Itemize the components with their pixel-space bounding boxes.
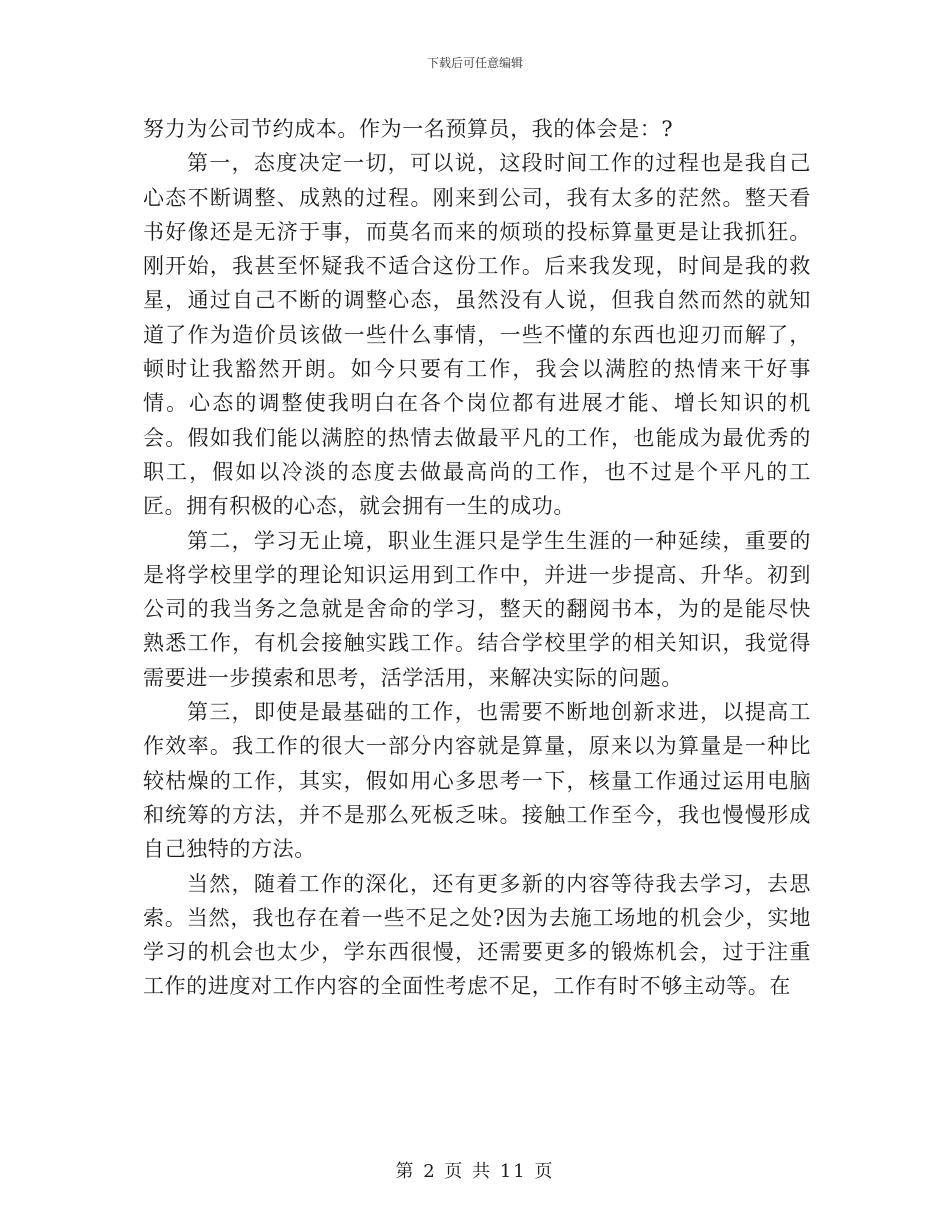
paragraph-learning: 第二，学习无止境，职业生涯只是学生生涯的一种延续，重要的是将学校里学的理论知识运用到工作中，并进一步提高、升华。初到公司的我当务之急就是舍命的学习，整天的翻阅书本，为的是能尽快熟悉工作，有机会接触实践工作。结合学校里学的相关知识，我觉得需要进一步摸索和思考，活学活用，来解决实际的问题。 bbox=[143, 528, 811, 690]
paragraph-continuation: 努力为公司节约成本。作为一名预算员，我的体会是：? bbox=[143, 117, 674, 141]
paragraph-innovation: 第三，即使是最基础的工作，也需要不断地创新求进，以提高工作效率。我工作的很大一部分内容就是算量，原来以为算量是一种比较枯燥的工作，其实，假如用心多思考一下，核量工作通过运用电脑和统筹的方法，并不是那么死板乏味。接触工作至今，我也慢慢形成自己独特的方法。 bbox=[143, 700, 811, 862]
paragraph-attitude: 第一，态度决定一切，可以说，这段时间工作的过程也是我自己心态不断调整、成熟的过程。刚来到公司，我有太多的茫然。整天看书好像还是无济于事，而莫名而来的烦琐的投标算量更是让我抓狂。刚开始，我甚至怀疑我不适合这份工作。后来我发现，时间是我的救星，通过自己不断的调整心态，虽然没有人说，但我自然而然的就知道了作为造价员该做一些什么事情，一些不懂的东西也迎刃而解了，顿时让我豁然开朗。如今只要有工作，我会以满腔的热情来干好事情。心态的调整使我明白在各个岗位都有进展才能、增长知识的机会。假如我们能以满腔的热情去做最平凡的工作，也能成为最优秀的职工，假如以冷淡的态度去做最高尚的工作，也不过是个平凡的工匠。拥有积极的心态，就会拥有一生的成功。 bbox=[143, 151, 811, 519]
page-number-footer: 第 2 页 共 11 页 bbox=[395, 1161, 555, 1182]
document-body bbox=[143, 112, 811, 1004]
page-header-note: 下载后可任意编辑 bbox=[426, 56, 523, 70]
paragraph-shortcomings: 当然，随着工作的深化，还有更多新的内容等待我去学习，去思索。当然，我也存在着一些不足之处?因为去施工场地的机会少，实地学习的机会也太少，学东西很慢，还需要更多的锻炼机会，过于注重工作的进度对工作内容的全面性考虑不足，工作有时不够主动等。在 bbox=[143, 871, 811, 999]
